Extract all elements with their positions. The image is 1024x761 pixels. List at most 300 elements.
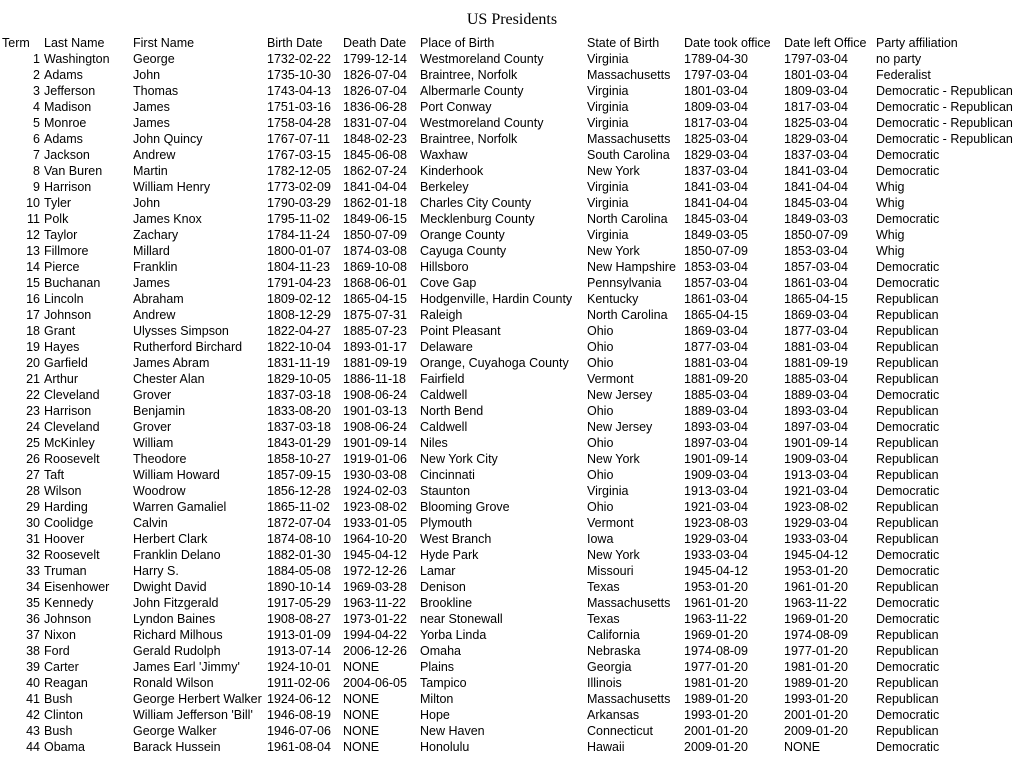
table-row	[0, 419, 1024, 435]
cell-death-date: 1826-07-04	[343, 68, 407, 82]
cell-term: 30	[26, 516, 40, 530]
cell-birth-date: 1732-02-22	[267, 52, 331, 66]
cell-party-affiliation: Democratic	[876, 548, 940, 562]
cell-party-affiliation: Republican	[876, 324, 939, 338]
cell-term: 44	[26, 740, 40, 754]
cell-death-date: 2004-06-05	[343, 676, 407, 690]
cell-last-name: Adams	[44, 132, 83, 146]
table-row	[0, 659, 1024, 675]
cell-last-name: Bush	[44, 724, 73, 738]
cell-place-of-birth: Kinderhook	[420, 164, 484, 178]
cell-date-took-office: 1953-01-20	[684, 580, 748, 594]
cell-state-of-birth: Virginia	[587, 116, 629, 130]
cell-first-name: Barack Hussein	[133, 740, 221, 754]
cell-term: 36	[26, 612, 40, 626]
cell-term: 3	[33, 84, 40, 98]
cell-date-took-office: 1841-04-04	[684, 196, 748, 210]
cell-state-of-birth: Vermont	[587, 516, 634, 530]
cell-place-of-birth: Braintree, Norfolk	[420, 132, 518, 146]
cell-date-took-office: 1853-03-04	[684, 260, 748, 274]
cell-death-date: 1865-04-15	[343, 292, 407, 306]
cell-date-left-office: 1857-03-04	[784, 260, 848, 274]
cell-date-took-office: 1825-03-04	[684, 132, 748, 146]
cell-term: 20	[26, 356, 40, 370]
cell-birth-date: 1843-01-29	[267, 436, 331, 450]
cell-party-affiliation: no party	[876, 52, 922, 66]
cell-state-of-birth: Illinois	[587, 676, 622, 690]
cell-birth-date: 1800-01-07	[267, 244, 331, 258]
cell-place-of-birth: Brookline	[420, 596, 473, 610]
cell-date-left-office: 1865-04-15	[784, 292, 848, 306]
cell-date-left-office: 1929-03-04	[784, 516, 848, 530]
cell-place-of-birth: Raleigh	[420, 308, 463, 322]
cell-term: 6	[33, 132, 40, 146]
table-row	[0, 611, 1024, 627]
cell-state-of-birth: New Hampshire	[587, 260, 676, 274]
cell-date-left-office: 1961-01-20	[784, 580, 848, 594]
cell-birth-date: 1837-03-18	[267, 420, 331, 434]
cell-date-left-office: 1801-03-04	[784, 68, 848, 82]
cell-state-of-birth: Ohio	[587, 340, 614, 354]
cell-date-took-office: 1881-09-20	[684, 372, 748, 386]
cell-date-left-office: NONE	[784, 740, 821, 754]
cell-last-name: Lincoln	[44, 292, 84, 306]
table-row	[0, 259, 1024, 275]
cell-party-affiliation: Republican	[876, 692, 939, 706]
cell-last-name: Cleveland	[44, 388, 100, 402]
cell-term: 26	[26, 452, 40, 466]
cell-last-name: McKinley	[44, 436, 95, 450]
table-row	[0, 627, 1024, 643]
cell-last-name: Harrison	[44, 180, 92, 194]
cell-date-took-office: 1963-11-22	[684, 612, 748, 626]
cell-first-name: Richard Milhous	[133, 628, 223, 642]
cell-date-took-office: 1945-04-12	[684, 564, 748, 578]
cell-place-of-birth: Westmoreland County	[420, 52, 544, 66]
cell-party-affiliation: Democratic	[876, 612, 940, 626]
cell-birth-date: 1791-04-23	[267, 276, 331, 290]
cell-date-took-office: 1789-04-30	[684, 52, 748, 66]
table-row	[0, 483, 1024, 499]
cell-death-date: 1868-06-01	[343, 276, 407, 290]
cell-last-name: Hayes	[44, 340, 80, 354]
cell-state-of-birth: Virginia	[587, 484, 629, 498]
cell-place-of-birth: Delaware	[420, 340, 473, 354]
table-row	[0, 531, 1024, 547]
cell-term: 15	[26, 276, 40, 290]
table-row	[0, 307, 1024, 323]
cell-birth-date: 1833-08-20	[267, 404, 331, 418]
cell-place-of-birth: Mecklenburg County	[420, 212, 535, 226]
cell-last-name: Taft	[44, 468, 65, 482]
cell-place-of-birth: New York City	[420, 452, 498, 466]
table-row	[0, 579, 1024, 595]
cell-state-of-birth: North Carolina	[587, 308, 668, 322]
cell-place-of-birth: Omaha	[420, 644, 461, 658]
cell-date-left-office: 1893-03-04	[784, 404, 848, 418]
cell-first-name: Grover	[133, 388, 172, 402]
cell-state-of-birth: Massachusetts	[587, 68, 671, 82]
cell-state-of-birth: Iowa	[587, 532, 614, 546]
cell-birth-date: 1856-12-28	[267, 484, 331, 498]
cell-party-affiliation: Republican	[876, 644, 939, 658]
cell-first-name: Harry S.	[133, 564, 179, 578]
cell-birth-date: 1829-10-05	[267, 372, 331, 386]
cell-last-name: Grant	[44, 324, 76, 338]
cell-term: 1	[33, 52, 40, 66]
cell-state-of-birth: Ohio	[587, 436, 614, 450]
table-row	[0, 723, 1024, 739]
table-row	[0, 275, 1024, 291]
cell-party-affiliation: Republican	[876, 452, 939, 466]
cell-first-name: George Herbert Walker	[133, 692, 262, 706]
cell-birth-date: 1782-12-05	[267, 164, 331, 178]
cell-birth-date: 1743-04-13	[267, 84, 331, 98]
cell-first-name: Lyndon Baines	[133, 612, 216, 626]
cell-death-date: 1850-07-09	[343, 228, 407, 242]
cell-date-took-office: 1974-08-09	[684, 644, 748, 658]
cell-date-left-office: 2009-01-20	[784, 724, 848, 738]
cell-party-affiliation: Democratic	[876, 708, 940, 722]
cell-birth-date: 1735-10-30	[267, 68, 331, 82]
table-row	[0, 707, 1024, 723]
cell-last-name: Monroe	[44, 116, 87, 130]
cell-birth-date: 1858-10-27	[267, 452, 331, 466]
cell-date-took-office: 1921-03-04	[684, 500, 748, 514]
cell-death-date: 1924-02-03	[343, 484, 407, 498]
cell-last-name: Buchanan	[44, 276, 101, 290]
cell-date-left-office: 1953-01-20	[784, 564, 848, 578]
cell-birth-date: 1767-07-11	[267, 132, 331, 146]
cell-first-name: Franklin	[133, 260, 178, 274]
table-row	[0, 387, 1024, 403]
cell-death-date: 1885-07-23	[343, 324, 407, 338]
cell-state-of-birth: California	[587, 628, 640, 642]
cell-place-of-birth: North Bend	[420, 404, 484, 418]
cell-date-took-office: 1837-03-04	[684, 164, 748, 178]
cell-first-name: William Henry	[133, 180, 211, 194]
cell-date-left-office: 1974-08-09	[784, 628, 848, 642]
cell-birth-date: 1822-04-27	[267, 324, 331, 338]
cell-term: 27	[26, 468, 40, 482]
cell-first-name: James	[133, 100, 170, 114]
cell-term: 41	[26, 692, 40, 706]
cell-death-date: 1930-03-08	[343, 468, 407, 482]
cell-party-affiliation: Republican	[876, 724, 939, 738]
cell-birth-date: 1795-11-02	[267, 212, 331, 226]
cell-date-took-office: 1845-03-04	[684, 212, 748, 226]
cell-place-of-birth: Hope	[420, 708, 450, 722]
cell-place-of-birth: near Stonewall	[420, 612, 503, 626]
cell-state-of-birth: Virginia	[587, 100, 629, 114]
table-row	[0, 243, 1024, 259]
cell-first-name: Woodrow	[133, 484, 186, 498]
cell-date-left-office: 1829-03-04	[784, 132, 848, 146]
cell-party-affiliation: Whig	[876, 180, 905, 194]
cell-place-of-birth: Cincinnati	[420, 468, 475, 482]
table-row	[0, 115, 1024, 131]
table-row	[0, 195, 1024, 211]
cell-term: 37	[26, 628, 40, 642]
cell-place-of-birth: Hyde Park	[420, 548, 479, 562]
cell-last-name: Kennedy	[44, 596, 94, 610]
table-row	[0, 355, 1024, 371]
cell-death-date: 1901-03-13	[343, 404, 407, 418]
cell-date-left-office: 1945-04-12	[784, 548, 848, 562]
cell-date-left-office: 1861-03-04	[784, 276, 848, 290]
cell-birth-date: 1865-11-02	[267, 500, 331, 514]
cell-party-affiliation: Democratic	[876, 420, 940, 434]
cell-last-name: Fillmore	[44, 244, 89, 258]
cell-state-of-birth: Virginia	[587, 196, 629, 210]
cell-party-affiliation: Democratic	[876, 164, 940, 178]
cell-birth-date: 1767-03-15	[267, 148, 331, 162]
cell-date-left-office: 1797-03-04	[784, 52, 848, 66]
cell-last-name: Taylor	[44, 228, 78, 242]
cell-date-left-office: 1869-03-04	[784, 308, 848, 322]
table-row	[0, 339, 1024, 355]
cell-first-name: John Quincy	[133, 132, 203, 146]
cell-state-of-birth: Kentucky	[587, 292, 639, 306]
cell-place-of-birth: Orange, Cuyahoga County	[420, 356, 569, 370]
cell-party-affiliation: Republican	[876, 436, 939, 450]
cell-state-of-birth: Hawaii	[587, 740, 625, 754]
cell-date-left-office: 1849-03-03	[784, 212, 848, 226]
cell-first-name: Andrew	[133, 148, 176, 162]
cell-place-of-birth: Staunton	[420, 484, 471, 498]
cell-party-affiliation: Republican	[876, 676, 939, 690]
cell-birth-date: 1773-02-09	[267, 180, 331, 194]
cell-place-of-birth: Tampico	[420, 676, 467, 690]
cell-first-name: Calvin	[133, 516, 168, 530]
cell-date-took-office: 1961-01-20	[684, 596, 748, 610]
cell-last-name: Ford	[44, 644, 70, 658]
cell-date-left-office: 1850-07-09	[784, 228, 848, 242]
cell-party-affiliation: Republican	[876, 532, 939, 546]
cell-term: 43	[26, 724, 40, 738]
cell-party-affiliation: Republican	[876, 404, 939, 418]
cell-party-affiliation: Democratic	[876, 388, 940, 402]
cell-first-name: Rutherford Birchard	[133, 340, 243, 354]
cell-last-name: Clinton	[44, 708, 83, 722]
cell-last-name: Van Buren	[44, 164, 103, 178]
cell-first-name: Franklin Delano	[133, 548, 221, 562]
cell-party-affiliation: Democratic	[876, 484, 940, 498]
cell-date-took-office: 1889-03-04	[684, 404, 748, 418]
cell-last-name: Hoover	[44, 532, 85, 546]
cell-date-took-office: 1933-03-04	[684, 548, 748, 562]
cell-state-of-birth: Texas	[587, 580, 620, 594]
cell-term: 32	[26, 548, 40, 562]
cell-birth-date: 1804-11-23	[267, 260, 331, 274]
cell-state-of-birth: Texas	[587, 612, 620, 626]
table-row	[0, 179, 1024, 195]
cell-term: 34	[26, 580, 40, 594]
cell-term: 13	[26, 244, 40, 258]
cell-state-of-birth: Massachusetts	[587, 692, 671, 706]
cell-last-name: Bush	[44, 692, 73, 706]
cell-place-of-birth: Plymouth	[420, 516, 473, 530]
cell-place-of-birth: Hillsboro	[420, 260, 469, 274]
cell-birth-date: 1946-07-06	[267, 724, 331, 738]
cell-death-date: NONE	[343, 660, 380, 674]
cell-death-date: NONE	[343, 740, 380, 754]
cell-state-of-birth: Ohio	[587, 404, 614, 418]
cell-date-left-office: 1841-03-04	[784, 164, 848, 178]
cell-date-left-office: 1845-03-04	[784, 196, 848, 210]
table-row	[0, 499, 1024, 515]
cell-first-name: John	[133, 68, 161, 82]
cell-birth-date: 1837-03-18	[267, 388, 331, 402]
cell-birth-date: 1831-11-19	[267, 356, 331, 370]
cell-state-of-birth: New York	[587, 452, 640, 466]
cell-first-name: Ronald Wilson	[133, 676, 214, 690]
cell-last-name: Coolidge	[44, 516, 94, 530]
cell-birth-date: 1809-02-12	[267, 292, 331, 306]
cell-date-took-office: 1877-03-04	[684, 340, 748, 354]
cell-party-affiliation: Democratic	[876, 564, 940, 578]
cell-place-of-birth: New Haven	[420, 724, 485, 738]
table-row	[0, 211, 1024, 227]
table-row	[0, 451, 1024, 467]
cell-party-affiliation: Republican	[876, 356, 939, 370]
cell-party-affiliation: Republican	[876, 580, 939, 594]
cell-state-of-birth: Georgia	[587, 660, 632, 674]
cell-birth-date: 1884-05-08	[267, 564, 331, 578]
cell-date-took-office: 1981-01-20	[684, 676, 748, 690]
cell-state-of-birth: New York	[587, 548, 640, 562]
cell-death-date: NONE	[343, 708, 380, 722]
table-row	[0, 131, 1024, 147]
cell-date-took-office: 1989-01-20	[684, 692, 748, 706]
cell-term: 10	[26, 196, 40, 210]
cell-first-name: James	[133, 276, 170, 290]
cell-party-affiliation: Democratic - Republican	[876, 84, 1013, 98]
cell-place-of-birth: Cayuga County	[420, 244, 507, 258]
cell-birth-date: 1790-03-29	[267, 196, 331, 210]
cell-last-name: Adams	[44, 68, 83, 82]
cell-state-of-birth: Ohio	[587, 500, 614, 514]
cell-term: 24	[26, 420, 40, 434]
cell-date-left-office: 1897-03-04	[784, 420, 848, 434]
cell-death-date: 1908-06-24	[343, 420, 407, 434]
cell-birth-date: 1882-01-30	[267, 548, 331, 562]
cell-date-left-office: 1825-03-04	[784, 116, 848, 130]
cell-state-of-birth: Vermont	[587, 372, 634, 386]
cell-place-of-birth: Hodgenville, Hardin County	[420, 292, 573, 306]
cell-death-date: 1908-06-24	[343, 388, 407, 402]
cell-first-name: Andrew	[133, 308, 176, 322]
cell-party-affiliation: Whig	[876, 244, 905, 258]
cell-last-name: Eisenhower	[44, 580, 110, 594]
cell-death-date: 2006-12-26	[343, 644, 407, 658]
cell-first-name: Zachary	[133, 228, 179, 242]
cell-date-left-office: 1809-03-04	[784, 84, 848, 98]
cell-birth-date: 1924-10-01	[267, 660, 331, 674]
cell-party-affiliation: Republican	[876, 468, 939, 482]
cell-birth-date: 1872-07-04	[267, 516, 331, 530]
cell-term: 17	[26, 308, 40, 322]
cell-birth-date: 1908-08-27	[267, 612, 331, 626]
cell-party-affiliation: Whig	[876, 196, 905, 210]
cell-death-date: 1849-06-15	[343, 212, 407, 226]
cell-birth-date: 1961-08-04	[267, 740, 331, 754]
cell-date-took-office: 1901-09-14	[684, 452, 748, 466]
cell-term: 18	[26, 324, 40, 338]
table-row	[0, 83, 1024, 99]
header-last-name: Last Name	[44, 36, 105, 50]
cell-first-name: Abraham	[133, 292, 184, 306]
cell-first-name: Herbert Clark	[133, 532, 208, 546]
cell-state-of-birth: Virginia	[587, 228, 629, 242]
cell-last-name: Jefferson	[44, 84, 96, 98]
cell-last-name: Tyler	[44, 196, 72, 210]
cell-date-took-office: 1841-03-04	[684, 180, 748, 194]
cell-term: 35	[26, 596, 40, 610]
cell-date-left-office: 2001-01-20	[784, 708, 848, 722]
cell-term: 9	[33, 180, 40, 194]
cell-term: 33	[26, 564, 40, 578]
cell-date-took-office: 1809-03-04	[684, 100, 748, 114]
table-row	[0, 595, 1024, 611]
cell-place-of-birth: West Branch	[420, 532, 492, 546]
cell-place-of-birth: Caldwell	[420, 420, 468, 434]
cell-term: 16	[26, 292, 40, 306]
cell-date-took-office: 1797-03-04	[684, 68, 748, 82]
cell-date-took-office: 1923-08-03	[684, 516, 748, 530]
cell-term: 5	[33, 116, 40, 130]
table-body	[0, 51, 1024, 755]
cell-first-name: George Walker	[133, 724, 217, 738]
cell-last-name: Garfield	[44, 356, 88, 370]
cell-party-affiliation: Republican	[876, 292, 939, 306]
cell-last-name: Wilson	[44, 484, 82, 498]
cell-first-name: Chester Alan	[133, 372, 205, 386]
cell-death-date: 1919-01-06	[343, 452, 407, 466]
table-row	[0, 147, 1024, 163]
cell-term: 12	[26, 228, 40, 242]
cell-last-name: Johnson	[44, 612, 92, 626]
cell-last-name: Carter	[44, 660, 79, 674]
cell-party-affiliation: Democratic	[876, 260, 940, 274]
cell-term: 19	[26, 340, 40, 354]
cell-last-name: Cleveland	[44, 420, 100, 434]
cell-first-name: James Abram	[133, 356, 210, 370]
cell-party-affiliation: Republican	[876, 308, 939, 322]
cell-date-left-office: 1989-01-20	[784, 676, 848, 690]
cell-term: 31	[26, 532, 40, 546]
cell-birth-date: 1917-05-29	[267, 596, 331, 610]
cell-last-name: Pierce	[44, 260, 80, 274]
cell-birth-date: 1758-04-28	[267, 116, 331, 130]
cell-date-took-office: 1849-03-05	[684, 228, 748, 242]
cell-date-took-office: 1993-01-20	[684, 708, 748, 722]
cell-date-left-office: 1921-03-04	[784, 484, 848, 498]
cell-party-affiliation: Republican	[876, 628, 939, 642]
cell-first-name: James Earl 'Jimmy'	[133, 660, 240, 674]
cell-last-name: Johnson	[44, 308, 92, 322]
cell-death-date: 1874-03-08	[343, 244, 407, 258]
table-row	[0, 435, 1024, 451]
cell-death-date: 1923-08-02	[343, 500, 407, 514]
table-row	[0, 99, 1024, 115]
cell-term: 40	[26, 676, 40, 690]
cell-place-of-birth: Orange County	[420, 228, 505, 242]
cell-last-name: Arthur	[44, 372, 79, 386]
cell-date-took-office: 1817-03-04	[684, 116, 748, 130]
cell-date-took-office: 1861-03-04	[684, 292, 748, 306]
header-date-left-office: Date left Office	[784, 36, 867, 50]
